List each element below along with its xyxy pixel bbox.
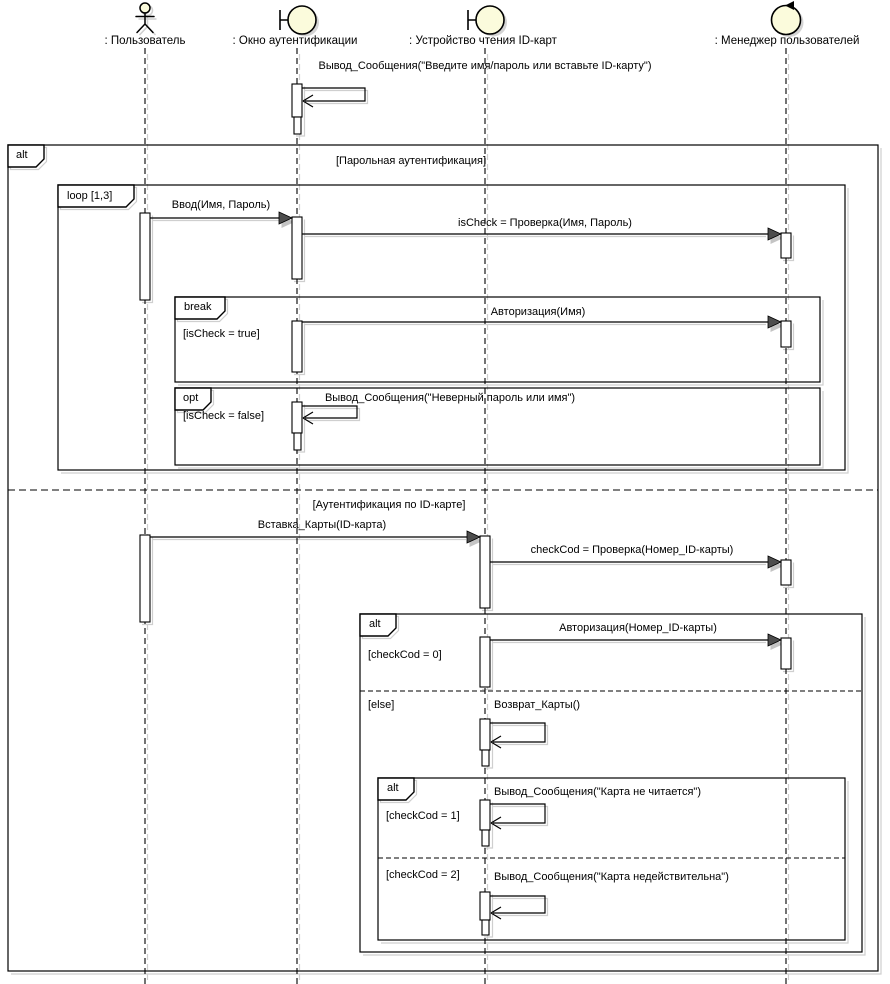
guard-id-card-auth: [Аутентификация по ID-карте] [312, 499, 466, 511]
lifelines-dashed [145, 48, 786, 984]
control-icon [772, 1, 804, 37]
message-arrowheads [279, 212, 781, 646]
message-label-wrong-password: Вывод_Сообщения("Неверный пароль или имя") [324, 392, 576, 404]
boundary-icon [468, 6, 507, 37]
operator-loop: loop [1,3] [67, 190, 113, 202]
operator-opt: opt [183, 392, 199, 404]
boundary-icon [280, 6, 319, 37]
guard-password-auth: [Парольная аутентификация] [335, 155, 487, 167]
message-label-card-unreadable: Вывод_Сообщения("Карта не читается") [494, 786, 701, 798]
message-label-return-card: Возврат_Карты() [494, 699, 581, 711]
message-label-authorize-card: Авторизация(Номер_ID-карты) [559, 622, 717, 634]
message-label-check-card: checkCod = Проверка(Номер_ID-карты) [530, 544, 734, 556]
lifeline-label-card-reader: : Устройство чтения ID-карт [409, 35, 557, 47]
operator-id-alt: alt [369, 618, 381, 630]
operator-outer-alt: alt [16, 149, 28, 161]
fragment-dividers [8, 490, 878, 858]
guard-checkcod-1: [checkCod = 1] [386, 810, 460, 822]
fragment-outer-alt [8, 145, 878, 971]
operator-card-alt: alt [387, 782, 399, 794]
arrow-ghosts [282, 216, 784, 650]
guard-ischeck-false: [isCheck = false] [183, 410, 265, 422]
shadow-layer [11, 54, 882, 984]
lifeline-label-user: : Пользователь [104, 35, 186, 47]
lifeline-label-user-manager: : Менеджер пользователей [714, 35, 860, 47]
guard-ischeck-true: [isCheck = true] [183, 328, 260, 340]
fragment-card-alt [378, 778, 845, 940]
guard-checkcod-0: [checkCod = 0] [368, 649, 442, 661]
lifeline-label-auth-window: : Окно аутентификации [232, 35, 358, 47]
fragment-loop [58, 185, 845, 470]
message-label-input-credentials: Ввод(Имя, Пароль) [171, 199, 271, 211]
fragment-borders [8, 145, 878, 971]
guard-checkcod-2: [checkCod = 2] [386, 869, 460, 881]
actor-icon [136, 3, 157, 35]
message-arrows [150, 218, 769, 640]
message-label-check-credentials: isCheck = Проверка(Имя, Пароль) [458, 217, 632, 229]
message-label-show-prompt: Вывод_Сообщения("Введите имя/пароль или вставьте ID-карту") [318, 60, 652, 72]
message-label-authorize-name: Авторизация(Имя) [490, 306, 586, 318]
message-label-insert-card: Вставка_Карты(ID-карта) [257, 519, 387, 531]
operator-break: break [184, 301, 212, 313]
message-label-card-invalid: Вывод_Сообщения("Карта недействительна") [494, 871, 729, 883]
guard-else: [else] [368, 699, 395, 711]
